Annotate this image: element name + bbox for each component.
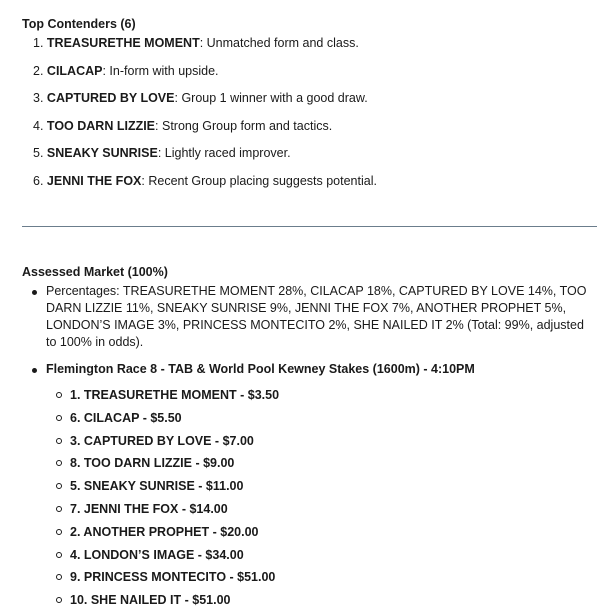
list-item bbox=[22, 173, 592, 201]
runners-list bbox=[46, 387, 597, 615]
race-item bbox=[22, 361, 597, 615]
horse-description: : Unmatched form and class. bbox=[199, 36, 359, 50]
item-number: 6. bbox=[33, 173, 44, 188]
runner-item: 1. TREASURETHE MOMENT - $3.50 bbox=[46, 387, 597, 410]
horse-description: : Group 1 winner with a good draw. bbox=[174, 91, 368, 105]
horse-name: CILACAP bbox=[46, 63, 103, 78]
horse-name: SNEAKY SUNRISE bbox=[46, 146, 158, 160]
list-item bbox=[22, 35, 592, 63]
horse-description: : Recent Group placing suggests potential. bbox=[141, 173, 377, 188]
contenders-list bbox=[22, 35, 592, 200]
section-divider bbox=[22, 226, 597, 227]
runner-item: 7. JENNI THE FOX - $14.00 bbox=[46, 501, 597, 524]
horse-description: : Lightly raced improver. bbox=[157, 146, 291, 160]
item-number: 1. bbox=[33, 36, 44, 50]
runner-item: 5. SNEAKY SUNRISE - $11.00 bbox=[46, 478, 597, 501]
runner-item: 4. LONDON’S IMAGE - $34.00 bbox=[46, 547, 597, 570]
horse-description: : Strong Group form and tactics. bbox=[155, 118, 333, 133]
horse-name: JENNI THE FOX bbox=[46, 173, 142, 188]
market-list bbox=[22, 283, 597, 615]
runner-item: 10. SHE NAILED IT - $51.00 bbox=[46, 592, 597, 615]
horse-name: TOO DARN LIZZIE bbox=[46, 118, 156, 133]
item-number: 3. bbox=[33, 91, 44, 105]
runner-item: 8. TOO DARN LIZZIE - $9.00 bbox=[46, 455, 597, 478]
horse-name: CAPTURED BY LOVE bbox=[46, 91, 175, 105]
top-contenders-heading: Top Contenders (6) bbox=[22, 17, 136, 31]
percentages-text: Percentages: TREASURETHE MOMENT 28%, CILACAP 18%, CAPTURED BY LOVE 14%, TOO DARN LIZZIE 11%, SNEAKY SUNRISE 9%, JENNI THE FOX 7%, ANOTHER PROPHET 5%, LONDON’S IMAGE 3%, PRINCESS MONTECITO 2%, SHE NAILED IT 2% (Total: 99%, adjusted to 100% in odds). bbox=[46, 284, 587, 349]
item-number: 5. bbox=[33, 146, 44, 160]
runner-item: 9. PRINCESS MONTECITO - $51.00 bbox=[46, 569, 597, 592]
runner-item: 3. CAPTURED BY LOVE - $7.00 bbox=[46, 433, 597, 456]
percentages-item bbox=[22, 283, 597, 351]
item-number: 2. bbox=[33, 63, 44, 78]
list-item bbox=[22, 90, 592, 118]
assessed-market-heading: Assessed Market (100%) bbox=[22, 265, 168, 279]
list-item bbox=[22, 145, 592, 173]
horse-name: TREASURETHE MOMENT bbox=[46, 36, 200, 50]
race-title: Flemington Race 8 - TAB & World Pool Kewney Stakes (1600m) - 4:10PM bbox=[46, 362, 475, 376]
item-number: 4. bbox=[33, 118, 44, 133]
list-item bbox=[22, 63, 592, 91]
horse-description: : In-form with upside. bbox=[102, 63, 219, 78]
runner-item: 2. ANOTHER PROPHET - $20.00 bbox=[46, 524, 597, 547]
runner-item: 6. CILACAP - $5.50 bbox=[46, 410, 597, 433]
list-item bbox=[22, 118, 592, 146]
